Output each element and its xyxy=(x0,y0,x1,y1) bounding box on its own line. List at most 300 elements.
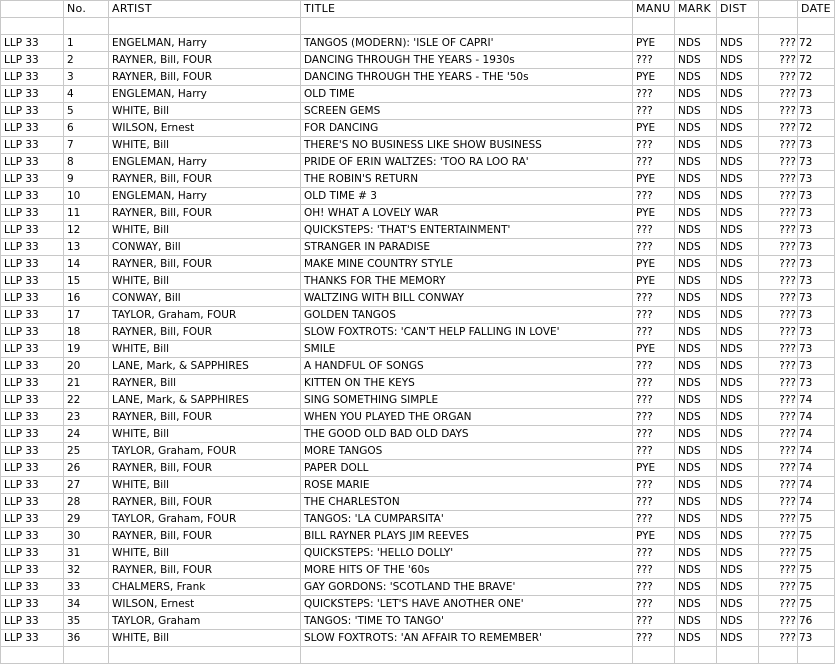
mark-cell: NDS xyxy=(675,613,717,630)
mark-cell: NDS xyxy=(675,375,717,392)
mark-cell: NDS xyxy=(675,494,717,511)
number-cell: 29 xyxy=(64,511,109,528)
mark-cell: NDS xyxy=(675,52,717,69)
artist-cell: ENGLEMAN, Harry xyxy=(109,188,301,205)
table-row xyxy=(1,460,835,477)
number-cell: 3 xyxy=(64,69,109,86)
title-cell: SMILE xyxy=(301,341,633,358)
catalog-prefix-cell: LLP 33 xyxy=(1,494,64,511)
title-cell: WALTZING WITH BILL CONWAY xyxy=(301,290,633,307)
dist-cell: NDS xyxy=(717,460,759,477)
table-row xyxy=(1,171,835,188)
date-cell: 73 xyxy=(798,154,835,171)
artist-cell: LANE, Mark, & SAPPHIRES xyxy=(109,392,301,409)
table-row xyxy=(1,239,835,256)
mark-cell: NDS xyxy=(675,409,717,426)
title-cell: STRANGER IN PARADISE xyxy=(301,239,633,256)
mark-cell: NDS xyxy=(675,137,717,154)
mark-cell: NDS xyxy=(675,596,717,613)
manu-cell: ??? xyxy=(633,52,675,69)
catalog-prefix-cell: LLP 33 xyxy=(1,137,64,154)
date-cell: 74 xyxy=(798,409,835,426)
dist-cell: NDS xyxy=(717,103,759,120)
table-row xyxy=(1,103,835,120)
date-cell: 72 xyxy=(798,35,835,52)
artist-cell: WILSON, Ernest xyxy=(109,596,301,613)
unknown-cell: ??? xyxy=(759,494,798,511)
artist-cell: TAYLOR, Graham, FOUR xyxy=(109,511,301,528)
table-row xyxy=(1,273,835,290)
date-cell: 74 xyxy=(798,494,835,511)
number-cell: 15 xyxy=(64,273,109,290)
unknown-cell: ??? xyxy=(759,358,798,375)
catalog-prefix-cell: LLP 33 xyxy=(1,239,64,256)
manu-cell: ??? xyxy=(633,358,675,375)
number-cell: 25 xyxy=(64,443,109,460)
title-cell: THE GOOD OLD BAD OLD DAYS xyxy=(301,426,633,443)
manu-cell: PYE xyxy=(633,120,675,137)
unknown-cell: ??? xyxy=(759,613,798,630)
table-row xyxy=(1,52,835,69)
unknown-cell: ??? xyxy=(759,545,798,562)
artist-cell: RAYNER, Bill, FOUR xyxy=(109,494,301,511)
manu-cell: PYE xyxy=(633,205,675,222)
artist-cell: WHITE, Bill xyxy=(109,273,301,290)
unknown-cell: ??? xyxy=(759,375,798,392)
artist-cell: RAYNER, Bill, FOUR xyxy=(109,409,301,426)
dist-cell: NDS xyxy=(717,443,759,460)
number-cell: 35 xyxy=(64,613,109,630)
unknown-cell: ??? xyxy=(759,35,798,52)
unknown-cell: ??? xyxy=(759,188,798,205)
manu-cell: ??? xyxy=(633,426,675,443)
unknown-cell: ??? xyxy=(759,562,798,579)
catalog-prefix-cell: LLP 33 xyxy=(1,477,64,494)
manu-cell: ??? xyxy=(633,103,675,120)
table-row xyxy=(1,256,835,273)
catalog-prefix-cell: LLP 33 xyxy=(1,392,64,409)
artist-cell: ENGELMAN, Harry xyxy=(109,35,301,52)
number-cell: 5 xyxy=(64,103,109,120)
table-row xyxy=(1,35,835,52)
manu-cell: ??? xyxy=(633,188,675,205)
manu-cell: ??? xyxy=(633,443,675,460)
artist-cell: ENGLEMAN, Harry xyxy=(109,86,301,103)
artist-cell: TAYLOR, Graham, FOUR xyxy=(109,443,301,460)
number-cell: 1 xyxy=(64,35,109,52)
number-cell: 28 xyxy=(64,494,109,511)
mark-cell: NDS xyxy=(675,171,717,188)
unknown-cell: ??? xyxy=(759,103,798,120)
table-row xyxy=(1,341,835,358)
mark-cell: NDS xyxy=(675,341,717,358)
dist-cell: NDS xyxy=(717,239,759,256)
table-row xyxy=(1,205,835,222)
dist-cell: NDS xyxy=(717,630,759,647)
dist-cell: NDS xyxy=(717,545,759,562)
date-cell: 75 xyxy=(798,596,835,613)
mark-cell: NDS xyxy=(675,273,717,290)
unknown-cell: ??? xyxy=(759,307,798,324)
manu-cell: ??? xyxy=(633,494,675,511)
unknown-cell: ??? xyxy=(759,443,798,460)
manu-cell: PYE xyxy=(633,69,675,86)
artist-cell: WHITE, Bill xyxy=(109,477,301,494)
number-cell: 4 xyxy=(64,86,109,103)
title-cell: TANGOS: 'LA CUMPARSITA' xyxy=(301,511,633,528)
title-cell: BILL RAYNER PLAYS JIM REEVES xyxy=(301,528,633,545)
unknown-cell: ??? xyxy=(759,426,798,443)
artist-cell: RAYNER, Bill, FOUR xyxy=(109,205,301,222)
unknown-cell: ??? xyxy=(759,120,798,137)
catalog-prefix-cell: LLP 33 xyxy=(1,409,64,426)
dist-cell: NDS xyxy=(717,494,759,511)
unknown-cell: ??? xyxy=(759,630,798,647)
catalog-prefix-cell: LLP 33 xyxy=(1,188,64,205)
number-cell: 23 xyxy=(64,409,109,426)
manu-cell: ??? xyxy=(633,307,675,324)
title-cell: THERE'S NO BUSINESS LIKE SHOW BUSINESS xyxy=(301,137,633,154)
manu-cell: ??? xyxy=(633,511,675,528)
table-row xyxy=(1,392,835,409)
dist-cell: NDS xyxy=(717,596,759,613)
artist-cell: WHITE, Bill xyxy=(109,545,301,562)
table-row xyxy=(1,290,835,307)
header-cell-artist: ARTIST xyxy=(109,1,301,18)
mark-cell: NDS xyxy=(675,256,717,273)
title-cell: OLD TIME xyxy=(301,86,633,103)
manu-cell: ??? xyxy=(633,613,675,630)
number-cell: 14 xyxy=(64,256,109,273)
manu-cell: ??? xyxy=(633,324,675,341)
title-cell: KITTEN ON THE KEYS xyxy=(301,375,633,392)
catalog-prefix-cell: LLP 33 xyxy=(1,35,64,52)
catalog-prefix-cell: LLP 33 xyxy=(1,596,64,613)
title-cell: GOLDEN TANGOS xyxy=(301,307,633,324)
unknown-cell: ??? xyxy=(759,137,798,154)
table-row xyxy=(1,120,835,137)
unknown-cell: ??? xyxy=(759,69,798,86)
artist-cell: RAYNER, Bill, FOUR xyxy=(109,528,301,545)
artist-cell: CONWAY, Bill xyxy=(109,290,301,307)
manu-cell: ??? xyxy=(633,630,675,647)
title-cell: PAPER DOLL xyxy=(301,460,633,477)
date-cell: 73 xyxy=(798,324,835,341)
date-cell: 73 xyxy=(798,188,835,205)
catalog-prefix-cell: LLP 33 xyxy=(1,562,64,579)
dist-cell: NDS xyxy=(717,86,759,103)
mark-cell: NDS xyxy=(675,562,717,579)
number-cell: 10 xyxy=(64,188,109,205)
manu-cell: ??? xyxy=(633,222,675,239)
dist-cell: NDS xyxy=(717,256,759,273)
mark-cell: NDS xyxy=(675,120,717,137)
number-cell: 7 xyxy=(64,137,109,154)
table-row xyxy=(1,596,835,613)
date-cell: 76 xyxy=(798,613,835,630)
dist-cell: NDS xyxy=(717,511,759,528)
table-row xyxy=(1,222,835,239)
date-cell: 73 xyxy=(798,341,835,358)
artist-cell: WILSON, Ernest xyxy=(109,120,301,137)
table-row xyxy=(1,69,835,86)
title-cell: FOR DANCING xyxy=(301,120,633,137)
mark-cell: NDS xyxy=(675,205,717,222)
number-cell: 12 xyxy=(64,222,109,239)
date-cell: 75 xyxy=(798,511,835,528)
title-cell: SCREEN GEMS xyxy=(301,103,633,120)
table-row xyxy=(1,86,835,103)
header-cell-dist: DIST xyxy=(717,1,759,18)
artist-cell: TAYLOR, Graham xyxy=(109,613,301,630)
artist-cell: WHITE, Bill xyxy=(109,137,301,154)
title-cell: ROSE MARIE xyxy=(301,477,633,494)
dist-cell: NDS xyxy=(717,188,759,205)
table-row xyxy=(1,358,835,375)
table-row xyxy=(1,494,835,511)
dist-cell: NDS xyxy=(717,324,759,341)
number-cell: 34 xyxy=(64,596,109,613)
dist-cell: NDS xyxy=(717,409,759,426)
unknown-cell: ??? xyxy=(759,579,798,596)
title-cell: WHEN YOU PLAYED THE ORGAN xyxy=(301,409,633,426)
dist-cell: NDS xyxy=(717,273,759,290)
header-cell-title: TITLE xyxy=(301,1,633,18)
dist-cell: NDS xyxy=(717,562,759,579)
manu-cell: ??? xyxy=(633,86,675,103)
date-cell: 73 xyxy=(798,171,835,188)
mark-cell: NDS xyxy=(675,69,717,86)
unknown-cell: ??? xyxy=(759,460,798,477)
catalog-prefix-cell: LLP 33 xyxy=(1,154,64,171)
date-cell: 74 xyxy=(798,392,835,409)
artist-cell: LANE, Mark, & SAPPHIRES xyxy=(109,358,301,375)
artist-cell: RAYNER, Bill, FOUR xyxy=(109,69,301,86)
dist-cell: NDS xyxy=(717,290,759,307)
mark-cell: NDS xyxy=(675,239,717,256)
date-cell: 73 xyxy=(798,630,835,647)
table-body xyxy=(1,1,835,664)
dist-cell: NDS xyxy=(717,392,759,409)
manu-cell: ??? xyxy=(633,239,675,256)
date-cell: 72 xyxy=(798,52,835,69)
unknown-cell: ??? xyxy=(759,596,798,613)
catalog-prefix-cell: LLP 33 xyxy=(1,375,64,392)
table-row xyxy=(1,188,835,205)
date-cell: 72 xyxy=(798,120,835,137)
mark-cell: NDS xyxy=(675,545,717,562)
dist-cell: NDS xyxy=(717,52,759,69)
unknown-cell: ??? xyxy=(759,154,798,171)
artist-cell: RAYNER, Bill, FOUR xyxy=(109,562,301,579)
catalog-prefix-cell: LLP 33 xyxy=(1,273,64,290)
artist-cell: TAYLOR, Graham, FOUR xyxy=(109,307,301,324)
title-cell: OH! WHAT A LOVELY WAR xyxy=(301,205,633,222)
dist-cell: NDS xyxy=(717,341,759,358)
artist-cell: RAYNER, Bill, FOUR xyxy=(109,324,301,341)
number-cell: 32 xyxy=(64,562,109,579)
mark-cell: NDS xyxy=(675,358,717,375)
title-cell: A HANDFUL OF SONGS xyxy=(301,358,633,375)
title-cell: MORE TANGOS xyxy=(301,443,633,460)
catalog-prefix-cell: LLP 33 xyxy=(1,613,64,630)
manu-cell: ??? xyxy=(633,579,675,596)
mark-cell: NDS xyxy=(675,307,717,324)
artist-cell: CHALMERS, Frank xyxy=(109,579,301,596)
artist-cell: WHITE, Bill xyxy=(109,222,301,239)
table-row xyxy=(1,630,835,647)
table-row xyxy=(1,324,835,341)
dist-cell: NDS xyxy=(717,528,759,545)
catalog-prefix-cell: LLP 33 xyxy=(1,290,64,307)
manu-cell: ??? xyxy=(633,596,675,613)
date-cell: 75 xyxy=(798,579,835,596)
catalog-prefix-cell: LLP 33 xyxy=(1,358,64,375)
title-cell: QUICKSTEPS: 'HELLO DOLLY' xyxy=(301,545,633,562)
table-row xyxy=(1,375,835,392)
title-cell: TANGOS: 'TIME TO TANGO' xyxy=(301,613,633,630)
mark-cell: NDS xyxy=(675,103,717,120)
date-cell: 73 xyxy=(798,273,835,290)
manu-cell: ??? xyxy=(633,545,675,562)
catalog-prefix-cell: LLP 33 xyxy=(1,324,64,341)
artist-cell: RAYNER, Bill, FOUR xyxy=(109,460,301,477)
artist-cell: ENGLEMAN, Harry xyxy=(109,154,301,171)
dist-cell: NDS xyxy=(717,154,759,171)
number-cell: 33 xyxy=(64,579,109,596)
artist-cell: WHITE, Bill xyxy=(109,341,301,358)
artist-cell: RAYNER, Bill, FOUR xyxy=(109,171,301,188)
manu-cell: ??? xyxy=(633,290,675,307)
dist-cell: NDS xyxy=(717,137,759,154)
date-cell: 74 xyxy=(798,426,835,443)
mark-cell: NDS xyxy=(675,426,717,443)
catalog-prefix-cell: LLP 33 xyxy=(1,256,64,273)
artist-cell: WHITE, Bill xyxy=(109,103,301,120)
artist-cell: RAYNER, Bill, FOUR xyxy=(109,52,301,69)
dist-cell: NDS xyxy=(717,120,759,137)
table-row xyxy=(1,409,835,426)
catalog-prefix-cell: LLP 33 xyxy=(1,528,64,545)
date-cell: 74 xyxy=(798,460,835,477)
unknown-cell: ??? xyxy=(759,222,798,239)
title-cell: GAY GORDONS: 'SCOTLAND THE BRAVE' xyxy=(301,579,633,596)
date-cell: 73 xyxy=(798,256,835,273)
title-cell: QUICKSTEPS: 'LET'S HAVE ANOTHER ONE' xyxy=(301,596,633,613)
manu-cell: ??? xyxy=(633,375,675,392)
mark-cell: NDS xyxy=(675,154,717,171)
catalog-prefix-cell: LLP 33 xyxy=(1,443,64,460)
number-cell: 36 xyxy=(64,630,109,647)
header-cell-mark: MARK xyxy=(675,1,717,18)
unknown-cell: ??? xyxy=(759,205,798,222)
date-cell: 75 xyxy=(798,545,835,562)
unknown-cell: ??? xyxy=(759,511,798,528)
dist-cell: NDS xyxy=(717,579,759,596)
number-cell: 19 xyxy=(64,341,109,358)
unknown-cell: ??? xyxy=(759,324,798,341)
table-row xyxy=(1,528,835,545)
artist-cell: RAYNER, Bill, FOUR xyxy=(109,256,301,273)
table-row xyxy=(1,511,835,528)
catalog-prefix-cell: LLP 33 xyxy=(1,86,64,103)
title-cell: THE ROBIN'S RETURN xyxy=(301,171,633,188)
dist-cell: NDS xyxy=(717,171,759,188)
number-cell: 8 xyxy=(64,154,109,171)
number-cell: 6 xyxy=(64,120,109,137)
manu-cell: PYE xyxy=(633,273,675,290)
title-cell: PRIDE OF ERIN WALTZES: 'TOO RA LOO RA' xyxy=(301,154,633,171)
artist-cell: CONWAY, Bill xyxy=(109,239,301,256)
number-cell: 31 xyxy=(64,545,109,562)
unknown-cell: ??? xyxy=(759,86,798,103)
dist-cell: NDS xyxy=(717,222,759,239)
title-cell: QUICKSTEPS: 'THAT'S ENTERTAINMENT' xyxy=(301,222,633,239)
mark-cell: NDS xyxy=(675,35,717,52)
manu-cell: PYE xyxy=(633,460,675,477)
manu-cell: PYE xyxy=(633,35,675,52)
artist-cell: WHITE, Bill xyxy=(109,630,301,647)
header-cell-unknown xyxy=(759,1,798,18)
title-cell: MORE HITS OF THE '60s xyxy=(301,562,633,579)
number-cell: 18 xyxy=(64,324,109,341)
date-cell: 73 xyxy=(798,358,835,375)
mark-cell: NDS xyxy=(675,579,717,596)
mark-cell: NDS xyxy=(675,511,717,528)
table-row xyxy=(1,579,835,596)
manu-cell: ??? xyxy=(633,409,675,426)
unknown-cell: ??? xyxy=(759,52,798,69)
catalog-prefix-cell: LLP 33 xyxy=(1,511,64,528)
title-cell: SING SOMETHING SIMPLE xyxy=(301,392,633,409)
number-cell: 21 xyxy=(64,375,109,392)
spacer-row xyxy=(1,18,835,35)
number-cell: 20 xyxy=(64,358,109,375)
unknown-cell: ??? xyxy=(759,239,798,256)
dist-cell: NDS xyxy=(717,205,759,222)
header-cell-prefix xyxy=(1,1,64,18)
mark-cell: NDS xyxy=(675,443,717,460)
number-cell: 13 xyxy=(64,239,109,256)
number-cell: 24 xyxy=(64,426,109,443)
catalog-prefix-cell: LLP 33 xyxy=(1,69,64,86)
title-cell: OLD TIME # 3 xyxy=(301,188,633,205)
artist-cell: RAYNER, Bill xyxy=(109,375,301,392)
manu-cell: PYE xyxy=(633,256,675,273)
date-cell: 73 xyxy=(798,137,835,154)
unknown-cell: ??? xyxy=(759,477,798,494)
title-cell: THANKS FOR THE MEMORY xyxy=(301,273,633,290)
dist-cell: NDS xyxy=(717,307,759,324)
header-cell-date: DATE xyxy=(798,1,835,18)
mark-cell: NDS xyxy=(675,630,717,647)
unknown-cell: ??? xyxy=(759,171,798,188)
table-row xyxy=(1,545,835,562)
catalog-prefix-cell: LLP 33 xyxy=(1,426,64,443)
header-cell-manu: MANU xyxy=(633,1,675,18)
title-cell: SLOW FOXTROTS: 'CAN'T HELP FALLING IN LOVE' xyxy=(301,324,633,341)
date-cell: 73 xyxy=(798,222,835,239)
catalog-prefix-cell: LLP 33 xyxy=(1,171,64,188)
mark-cell: NDS xyxy=(675,460,717,477)
unknown-cell: ??? xyxy=(759,409,798,426)
table-row xyxy=(1,562,835,579)
date-cell: 73 xyxy=(798,307,835,324)
mark-cell: NDS xyxy=(675,290,717,307)
table-row xyxy=(1,613,835,630)
mark-cell: NDS xyxy=(675,528,717,545)
number-cell: 2 xyxy=(64,52,109,69)
